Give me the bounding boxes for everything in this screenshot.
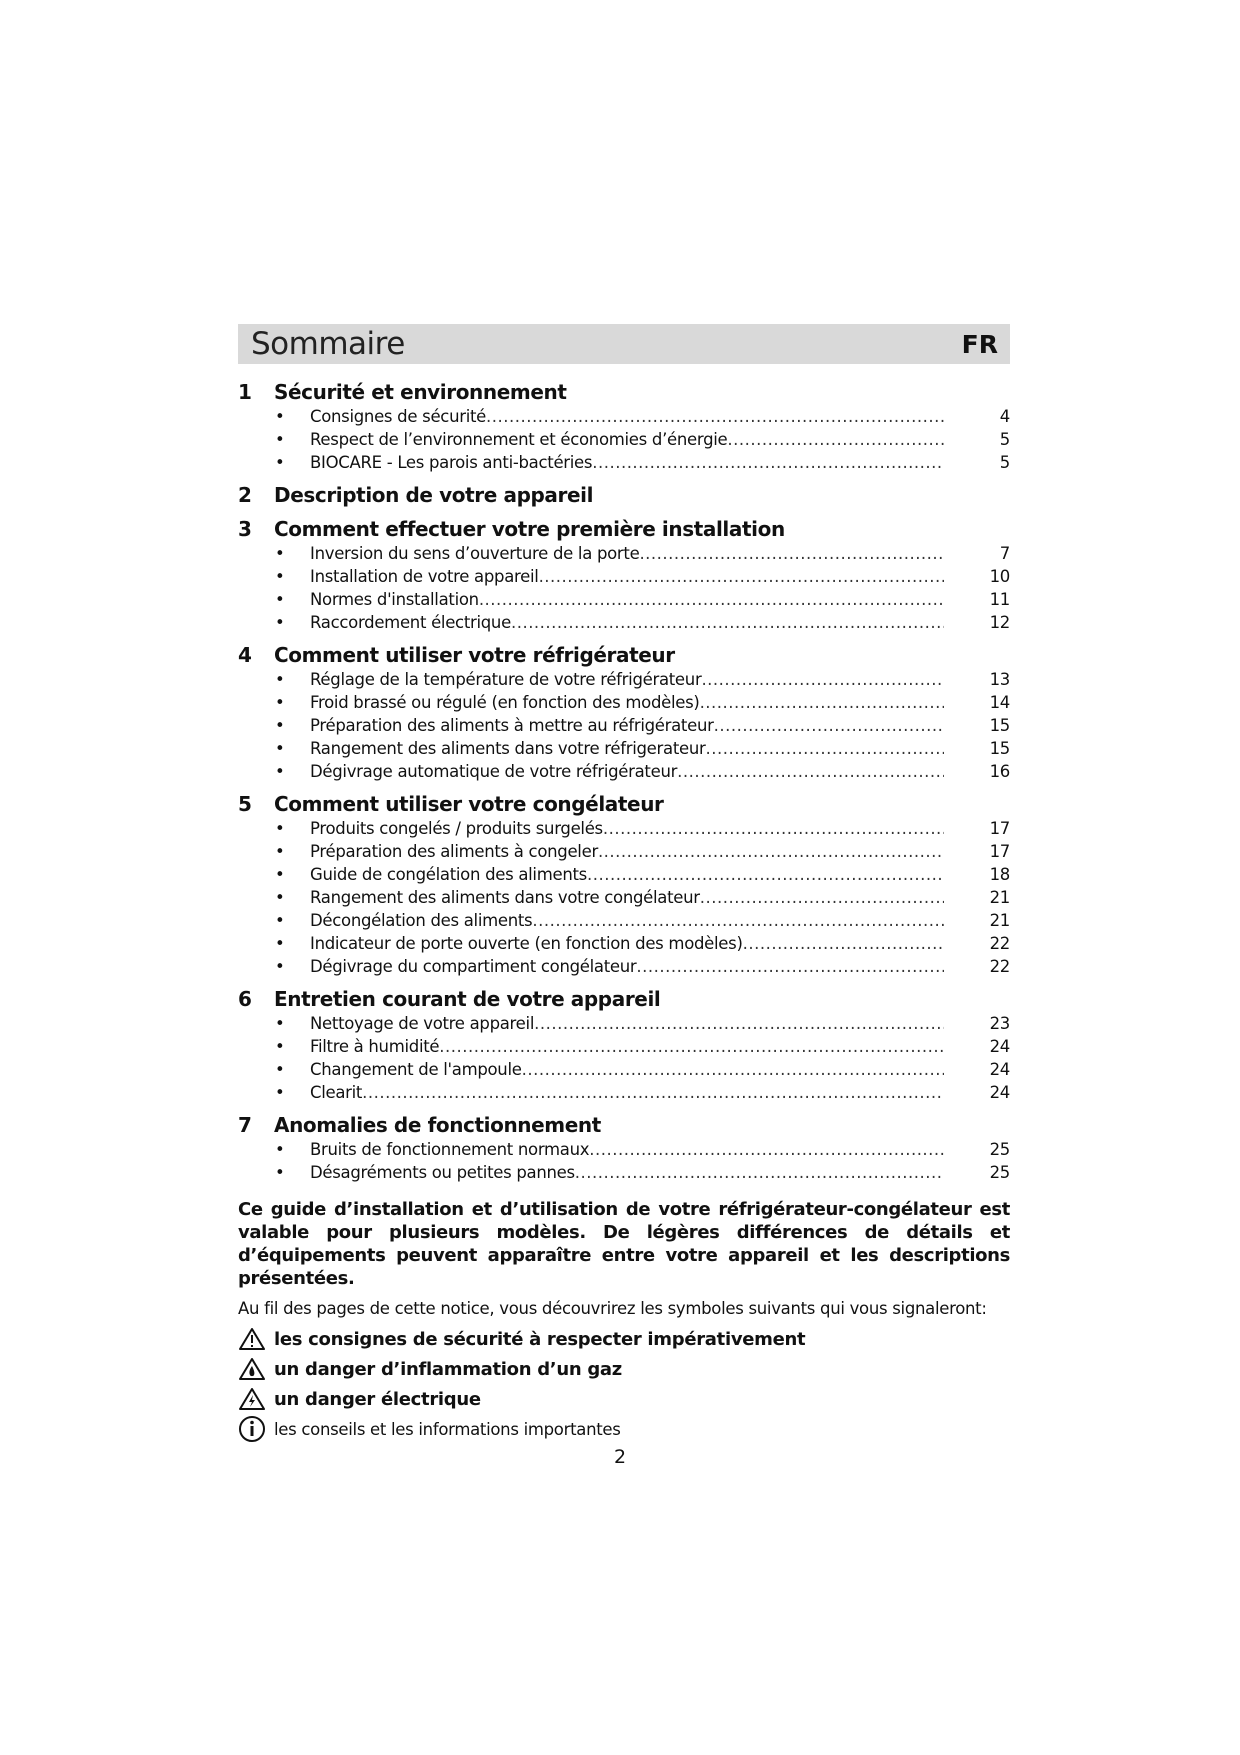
toc-entry-label: Désagréments ou petites pannes (310, 1163, 575, 1182)
toc-entry[interactable] (238, 1140, 1010, 1163)
section-title: Comment effectuer votre première installation (274, 517, 785, 541)
toc-entry[interactable] (238, 1060, 1010, 1083)
toc-entry-label: Raccordement électrique (310, 613, 511, 632)
dot-leader (486, 407, 944, 426)
toc-entry[interactable] (238, 613, 1010, 636)
toc-entry[interactable] (238, 693, 1010, 716)
bullet: • (275, 888, 285, 907)
info-circle-icon (238, 1415, 274, 1443)
toc-entry[interactable] (238, 865, 1010, 888)
bullet: • (275, 716, 285, 735)
bullet: • (275, 1083, 285, 1102)
toc-entry[interactable] (238, 762, 1010, 785)
section-heading[interactable] (238, 483, 1010, 510)
section-items (238, 1140, 1010, 1186)
bullet: • (275, 430, 285, 449)
toc-entry-label: Guide de congélation des aliments (310, 865, 587, 884)
dot-leader (532, 911, 944, 930)
bullet: • (275, 739, 285, 758)
section-heading[interactable] (238, 1113, 1010, 1140)
toc-entry[interactable] (238, 670, 1010, 693)
section-heading[interactable] (238, 517, 1010, 544)
toc-entry[interactable] (238, 842, 1010, 865)
bullet: • (275, 1014, 285, 1033)
dot-leader (603, 819, 944, 838)
toc-entry-page: 12 (989, 613, 1010, 632)
bullet: • (275, 1140, 285, 1159)
symbol-row (238, 1414, 1010, 1444)
toc-entry[interactable] (238, 590, 1010, 613)
dot-leader (534, 1014, 944, 1033)
section-number: 3 (238, 517, 252, 541)
dot-leader (589, 1140, 944, 1159)
toc-entry[interactable] (238, 1083, 1010, 1106)
section-title: Sécurité et environnement (274, 380, 567, 404)
toc-entry[interactable] (238, 453, 1010, 476)
page-title: Sommaire (251, 326, 405, 362)
bullet: • (275, 911, 285, 930)
toc-entry[interactable] (238, 911, 1010, 934)
toc-entry-label: Réglage de la température de votre réfrigérateur (310, 670, 702, 689)
section-items (238, 819, 1010, 980)
toc-entry-page: 7 (999, 544, 1010, 563)
dot-leader (743, 934, 944, 953)
symbol-description: un danger électrique (274, 1388, 481, 1410)
section-title: Anomalies de fonctionnement (274, 1113, 601, 1137)
toc-entry[interactable] (238, 1163, 1010, 1186)
symbol-row (238, 1324, 1010, 1354)
table-of-contents (238, 380, 1010, 1186)
bullet: • (275, 957, 285, 976)
symbol-description: les consignes de sécurité à respecter impérativement (274, 1328, 806, 1350)
toc-entry-page: 25 (989, 1140, 1010, 1159)
toc-entry-label: Dégivrage du compartiment congélateur (310, 957, 637, 976)
toc-entry[interactable] (238, 567, 1010, 590)
toc-entry-label: Préparation des aliments à congeler (310, 842, 598, 861)
toc-entry-page: 5 (999, 430, 1010, 449)
bullet: • (275, 453, 285, 472)
toc-entry-label: Bruits de fonctionnement normaux (310, 1140, 590, 1159)
section-items (238, 670, 1010, 785)
dot-leader (592, 453, 944, 472)
section-number: 7 (238, 1113, 252, 1137)
toc-entry-page: 16 (989, 762, 1010, 781)
toc-entry[interactable] (238, 430, 1010, 453)
document-page (238, 324, 1010, 1444)
bullet: • (275, 567, 285, 586)
notes-section (238, 1198, 1010, 1444)
page-number: 2 (613, 1446, 627, 1468)
bullet: • (275, 693, 285, 712)
symbols-list (238, 1324, 1010, 1444)
symbols-intro: Au fil des pages de cette notice, vous découvrirez les symboles suivants qui vous signaleront: (238, 1299, 987, 1318)
toc-entry-label: Rangement des aliments dans votre congélateur (310, 888, 700, 907)
toc-section (238, 987, 1010, 1106)
toc-entry-label: Rangement des aliments dans votre réfrigerateur (310, 739, 706, 758)
toc-entry-page: 13 (989, 670, 1010, 689)
section-heading[interactable] (238, 987, 1010, 1014)
dot-leader (587, 865, 944, 884)
header-bar (238, 324, 1010, 364)
dot-leader (700, 693, 944, 712)
toc-entry-page: 15 (989, 739, 1010, 758)
bullet: • (275, 544, 285, 563)
toc-entry-page: 21 (989, 888, 1010, 907)
bullet: • (275, 613, 285, 632)
bullet: • (275, 1060, 285, 1079)
toc-entry-label: Froid brassé ou régulé (en fonction des modèles) (310, 693, 700, 712)
toc-entry-page: 24 (989, 1037, 1010, 1056)
bullet: • (275, 934, 285, 953)
toc-entry-label: Respect de l’environnement et économies d’énergie (310, 430, 728, 449)
toc-entry-label: Indicateur de porte ouverte (en fonction des modèles) (310, 934, 743, 953)
toc-entry[interactable] (238, 957, 1010, 980)
toc-section (238, 483, 1010, 510)
dot-leader (727, 430, 944, 449)
toc-entry-label: Inversion du sens d’ouverture de la porte (310, 544, 640, 563)
symbol-row (238, 1354, 1010, 1384)
dot-leader (479, 590, 944, 609)
bullet: • (275, 407, 285, 426)
toc-entry-page: 10 (989, 567, 1010, 586)
section-heading[interactable] (238, 792, 1010, 819)
toc-entry-page: 24 (989, 1083, 1010, 1102)
dot-leader (636, 957, 944, 976)
toc-entry-label: Nettoyage de votre appareil (310, 1014, 535, 1033)
toc-entry-page: 4 (999, 407, 1010, 426)
section-items (238, 1014, 1010, 1106)
toc-entry[interactable] (238, 1014, 1010, 1037)
bullet: • (275, 1163, 285, 1182)
toc-entry-page: 22 (989, 957, 1010, 976)
toc-section (238, 643, 1010, 785)
toc-entry-page: 14 (989, 693, 1010, 712)
bullet: • (275, 1037, 285, 1056)
bullet: • (275, 670, 285, 689)
section-title: Comment utiliser votre réfrigérateur (274, 643, 675, 667)
dot-leader (598, 842, 944, 861)
toc-entry-page: 23 (989, 1014, 1010, 1033)
dot-leader (706, 739, 945, 758)
section-items (238, 407, 1010, 476)
electrical-hazard-icon (238, 1385, 274, 1413)
toc-section (238, 517, 1010, 636)
dot-leader (701, 670, 944, 689)
dot-leader (522, 1060, 944, 1079)
dot-leader (700, 888, 944, 907)
dot-leader (439, 1037, 944, 1056)
bullet: • (275, 865, 285, 884)
toc-entry-page: 25 (989, 1163, 1010, 1182)
toc-section (238, 1113, 1010, 1186)
toc-entry-label: Décongélation des aliments (310, 911, 533, 930)
language-code: FR (961, 329, 998, 359)
section-number: 2 (238, 483, 252, 507)
toc-entry-page: 21 (989, 911, 1010, 930)
toc-entry-page: 11 (989, 590, 1010, 609)
toc-entry-label: Consignes de sécurité (310, 407, 487, 426)
section-title: Comment utiliser votre congélateur (274, 792, 664, 816)
section-title: Entretien courant de votre appareil (274, 987, 661, 1011)
toc-entry[interactable] (238, 819, 1010, 842)
toc-entry-page: 15 (989, 716, 1010, 735)
dot-leader (362, 1083, 944, 1102)
toc-entry-page: 24 (989, 1060, 1010, 1079)
dot-leader (639, 544, 944, 563)
toc-entry-label: BIOCARE - Les parois anti-bactéries (310, 453, 593, 472)
toc-entry-page: 5 (999, 453, 1010, 472)
toc-entry-label: Dégivrage automatique de votre réfrigérateur (310, 762, 678, 781)
toc-entry-page: 17 (989, 842, 1010, 861)
toc-entry[interactable] (238, 1037, 1010, 1060)
dot-leader (539, 567, 944, 586)
toc-entry[interactable] (238, 888, 1010, 911)
toc-entry-label: Normes d'installation (310, 590, 479, 609)
toc-entry[interactable] (238, 716, 1010, 739)
symbol-description: un danger d’inflammation d’un gaz (274, 1358, 622, 1380)
toc-entry[interactable] (238, 934, 1010, 957)
applicability-note: Ce guide d’installation et d’utilisation de votre réfrigérateur-congélateur est valable pour plusieurs modèles. De légères différences de détails et d’équipements peuvent apparaître entre votre appareil et les descriptions présentées. (238, 1199, 1010, 1289)
section-number: 1 (238, 380, 252, 404)
toc-entry-page: 17 (989, 819, 1010, 838)
section-heading[interactable] (238, 643, 1010, 670)
section-number: 6 (238, 987, 252, 1011)
toc-entry-label: Filtre à humidité (310, 1037, 440, 1056)
bullet: • (275, 590, 285, 609)
symbol-description: les conseils et les informations importantes (274, 1419, 621, 1439)
toc-entry[interactable] (238, 544, 1010, 567)
toc-entry-label: Changement de l'ampoule (310, 1060, 522, 1079)
dot-leader (511, 613, 944, 632)
toc-entry-page: 18 (989, 865, 1010, 884)
bullet: • (275, 842, 285, 861)
toc-entry-page: 22 (989, 934, 1010, 953)
section-heading[interactable] (238, 380, 1010, 407)
section-number: 4 (238, 643, 252, 667)
toc-section (238, 380, 1010, 476)
dot-leader (714, 716, 944, 735)
section-title: Description de votre appareil (274, 483, 594, 507)
toc-entry-label: Installation de votre appareil (310, 567, 539, 586)
toc-entry-label: Préparation des aliments à mettre au réfrigérateur (310, 716, 714, 735)
toc-entry-label: Produits congelés / produits surgelés (310, 819, 603, 838)
dot-leader (575, 1163, 944, 1182)
symbol-row (238, 1384, 1010, 1414)
flammable-gas-icon (238, 1355, 274, 1383)
toc-entry[interactable] (238, 407, 1010, 430)
dot-leader (677, 762, 944, 781)
toc-entry-label: Clearit (310, 1083, 363, 1102)
toc-entry[interactable] (238, 739, 1010, 762)
section-number: 5 (238, 792, 252, 816)
section-items (238, 544, 1010, 636)
bullet: • (275, 819, 285, 838)
bullet: • (275, 762, 285, 781)
toc-section (238, 792, 1010, 980)
warning-triangle-icon (238, 1325, 274, 1353)
